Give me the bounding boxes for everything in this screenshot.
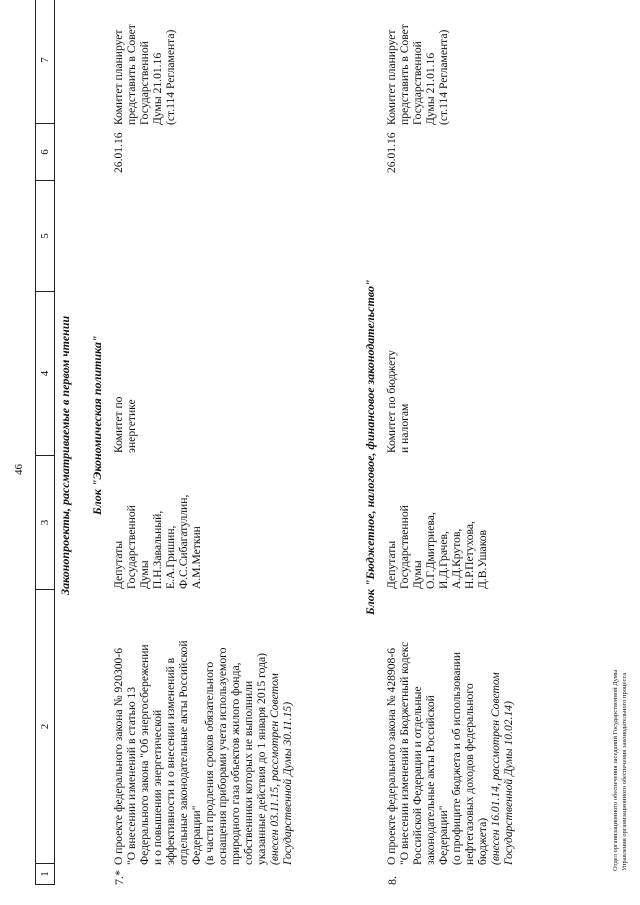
- item-committee: Комитет по энергетике: [112, 396, 138, 453]
- column-header-1: 1: [36, 863, 54, 884]
- column-header-5: 5: [36, 180, 54, 291]
- section-title: Законопроекты, рассматриваемые в первом чтении: [58, 315, 72, 595]
- item-date: 26.01.16: [112, 132, 125, 173]
- item-committee: Комитет по бюджету и налогам: [385, 350, 411, 453]
- item-number: 8.: [385, 876, 399, 885]
- block-title-budget: Блок "Бюджетное, налоговое, финансовое законодательство": [363, 279, 377, 615]
- item-description: О проекте федерального закона № 920300-6 "О внесении изменений в статью 13 Федерального закона "Об энергосбережении и о повышении энергетической эффективности и о внесении изменений в отдельные законодательные акты Российской Федерации" (в части продления сроков обязательного оснащения приборами учета используемого природного газа объектов жилого фонда, собственники которых не выполнили указанные действия до 1 января 2015 года) (внесен 03.11.15, рассмотрен Советом Государственной Думы 30.11.15): [112, 640, 294, 865]
- page-number: 46: [13, 464, 25, 475]
- column-header-row: [35, 0, 55, 885]
- item-description: О проекте федерального закона № 428908-6 "О внесении изменений в Бюджетный кодекс Российской Федерации и отдельные законодательные акты Российской Федерации" (о профиците бюджета и об использовании нефтегазовых доходов федерального бюджета) (внесен 16.01.14, рассмотрен Советом Государственной Думы 10.02.14): [385, 641, 515, 865]
- column-header-2: 2: [36, 589, 54, 863]
- block-title-economic: Блок "Экономическая политика": [90, 335, 104, 515]
- column-header-4: 4: [36, 291, 54, 455]
- item-number: 7.*: [112, 870, 126, 885]
- item-plan: Комитет планирует представить в Совет Государственной Думы 21.01.16 (ст.114 Регламента): [112, 24, 177, 125]
- footer-line-1: Отдел организационного обеспечения заседаний Государственной Думы: [612, 669, 619, 871]
- footer-line-2: Управления организационного обеспечения законодательного процесса: [621, 672, 628, 871]
- item-authors: Депутаты Государственной Думы О.Г.Дмитриева, И.Д.Грачев, А.Д.Крутов, Н.Р.Петухова, Д.В.Ушаков: [385, 505, 489, 589]
- column-header-7: 7: [36, 0, 54, 123]
- item-authors: Депутаты Государственной Думы П.Н.Завальный, Е.А.Гришин, Ф.С.Сибагатуллин, А.М.Меткин: [112, 494, 203, 589]
- column-header-6: 6: [36, 123, 54, 180]
- item-plan: Комитет планирует представить в Совет Государственной Думы 21.01.16 (ст.114 Регламента): [385, 24, 450, 125]
- column-header-3: 3: [36, 455, 54, 589]
- item-date: 26.01.16: [385, 132, 398, 173]
